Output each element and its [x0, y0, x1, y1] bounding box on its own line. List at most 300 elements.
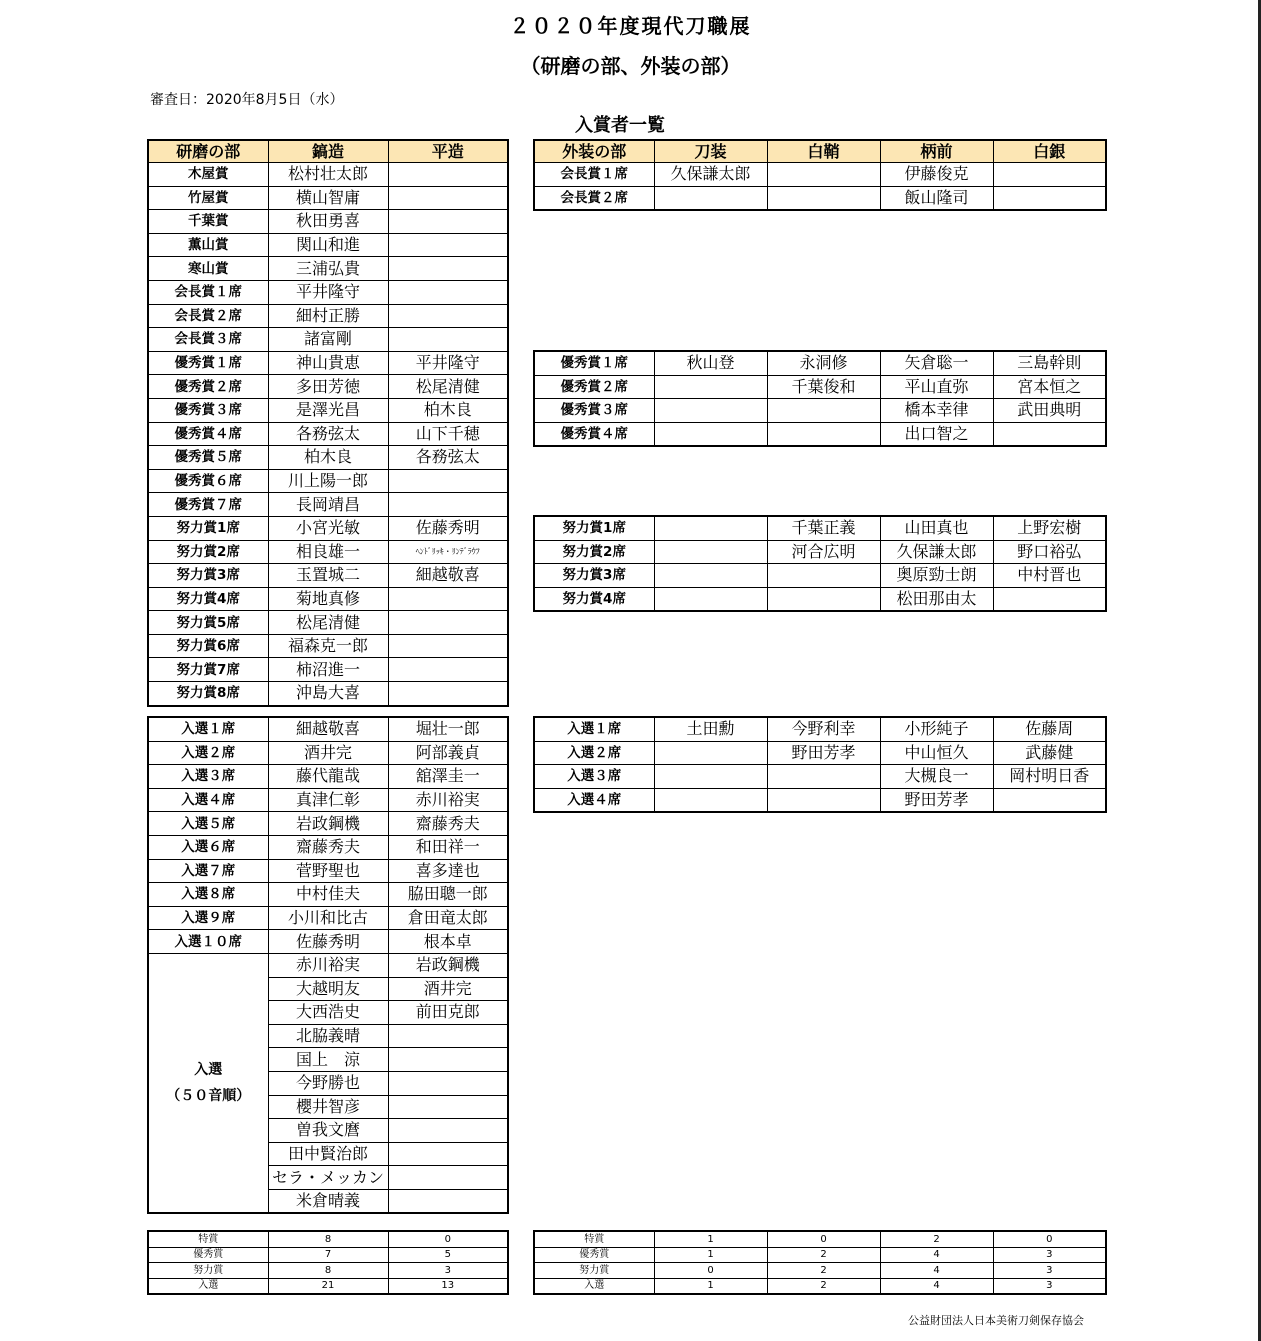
kenma-awards-table [147, 139, 509, 707]
name-cell: 秋田勇喜 [268, 210, 388, 234]
name-cell: 奥原勁士朗 [880, 564, 993, 588]
summary-label: 特賞 [148, 1231, 268, 1247]
summary-count: 21 [268, 1278, 388, 1294]
name-cell [388, 1166, 508, 1190]
table-row [148, 375, 508, 399]
name-cell: 川上陽一郎 [268, 469, 388, 493]
name-cell: 伊藤俊克 [880, 163, 993, 187]
name-cell: 多田芳徳 [268, 375, 388, 399]
name-cell: 今野勝也 [268, 1071, 388, 1095]
name-cell [388, 233, 508, 257]
name-cell: 永洞修 [767, 351, 880, 375]
summary-label: 特賞 [534, 1231, 654, 1247]
name-cell: ﾍﾝﾄﾞﾘｯｷ・ﾘﾝﾃﾞﾗｳﾌ [388, 540, 508, 564]
table-row [148, 717, 508, 741]
award-label: 優秀賞２席 [534, 375, 654, 399]
name-cell: 細越敬喜 [388, 564, 508, 588]
summary-count: 8 [268, 1231, 388, 1247]
winners-list-title: 入賞者一覧 [575, 115, 665, 136]
name-cell [767, 587, 880, 611]
name-cell: 山下千穂 [388, 422, 508, 446]
summary-label: 優秀賞 [534, 1247, 654, 1263]
table-row [534, 765, 1106, 789]
name-cell: 武田典明 [993, 399, 1106, 423]
table-row [148, 611, 508, 635]
summary-count: 2 [767, 1278, 880, 1294]
name-cell [388, 163, 508, 187]
name-cell [388, 186, 508, 210]
award-label: 入選３席 [534, 765, 654, 789]
table-row [148, 741, 508, 765]
award-label: 入選４席 [534, 788, 654, 812]
table-row [534, 163, 1106, 187]
summary-row [148, 1263, 508, 1279]
name-cell: 上野宏樹 [993, 516, 1106, 540]
name-cell: 橋本幸律 [880, 399, 993, 423]
table-row [148, 812, 508, 836]
name-cell: 河合広明 [767, 540, 880, 564]
gaiso-nyusen-table [533, 716, 1107, 813]
column-header: 外装の部 [534, 140, 654, 163]
name-cell [993, 163, 1106, 187]
award-label: 優秀賞６席 [148, 469, 268, 493]
table-row [534, 717, 1106, 741]
table-row [148, 765, 508, 789]
award-label: 入選３席 [148, 765, 268, 789]
summary-row [534, 1263, 1106, 1279]
name-cell: 菅野聖也 [268, 859, 388, 883]
name-cell: 大槻良一 [880, 765, 993, 789]
summary-row [148, 1231, 508, 1247]
award-label: 優秀賞１席 [534, 351, 654, 375]
name-cell: 阿部義貞 [388, 741, 508, 765]
nyusen-group-title: 入選 [194, 1062, 223, 1079]
name-cell: 中山恒久 [880, 741, 993, 765]
name-cell: 各務弦太 [388, 446, 508, 470]
name-cell [654, 422, 767, 446]
name-cell: 酒井完 [268, 741, 388, 765]
name-cell: 岡村明日香 [993, 765, 1106, 789]
award-label: 入選２席 [148, 741, 268, 765]
name-cell: 北脇義晴 [268, 1024, 388, 1048]
name-cell: 赤川裕実 [388, 788, 508, 812]
table-row [534, 741, 1106, 765]
summary-count: 4 [880, 1263, 993, 1279]
summary-count: 1 [654, 1247, 767, 1263]
table-row [148, 634, 508, 658]
summary-row [534, 1247, 1106, 1263]
table-row [534, 516, 1106, 540]
award-label: 努力賞2席 [148, 540, 268, 564]
award-label: 会長賞２席 [534, 186, 654, 210]
name-cell: 柿沼進一 [268, 658, 388, 682]
name-cell: 中村晋也 [993, 564, 1106, 588]
nyusen-group-note: （５０音順） [166, 1088, 251, 1105]
table-row [148, 304, 508, 328]
table-row [148, 516, 508, 540]
award-label: 努力賞1席 [148, 516, 268, 540]
award-label: 入選１席 [148, 717, 268, 741]
name-cell: 齋藤秀夫 [268, 835, 388, 859]
summary-count: 4 [880, 1278, 993, 1294]
award-label: 会長賞２席 [148, 304, 268, 328]
table-row [148, 658, 508, 682]
award-label: 入選５席 [148, 812, 268, 836]
name-cell: 相良雄一 [268, 540, 388, 564]
table-row [148, 233, 508, 257]
summary-row [148, 1278, 508, 1294]
name-cell: 宮本恒之 [993, 375, 1106, 399]
award-label: 入選４席 [148, 788, 268, 812]
table-row [534, 186, 1106, 210]
summary-count: 2 [767, 1263, 880, 1279]
name-cell: 長岡靖昌 [268, 493, 388, 517]
table-row [534, 587, 1106, 611]
summary-count: 1 [654, 1278, 767, 1294]
name-cell: 松村壮太郎 [268, 163, 388, 187]
award-label: 優秀賞１席 [148, 351, 268, 375]
column-header: 研磨の部 [148, 140, 268, 163]
column-header: 平造 [388, 140, 508, 163]
name-cell [654, 587, 767, 611]
table-row [148, 422, 508, 446]
summary-row [534, 1278, 1106, 1294]
summary-count: 2 [767, 1247, 880, 1263]
name-cell: 和田祥一 [388, 835, 508, 859]
name-cell: 今野利幸 [767, 717, 880, 741]
award-label: 入選８席 [148, 883, 268, 907]
name-cell: 岩政鋼機 [388, 953, 508, 977]
award-label: 優秀賞２席 [148, 375, 268, 399]
summary-count: 8 [268, 1263, 388, 1279]
name-cell [388, 210, 508, 234]
table-row [148, 540, 508, 564]
name-cell [388, 1119, 508, 1143]
name-cell [388, 1048, 508, 1072]
name-cell [767, 788, 880, 812]
gaiso-yushu-table [533, 350, 1107, 447]
table-row [148, 682, 508, 706]
name-cell [654, 186, 767, 210]
summary-count: 3 [388, 1263, 508, 1279]
name-cell: 矢倉聡一 [880, 351, 993, 375]
page-subtitle: （研磨の部、外装の部） [520, 54, 741, 78]
award-label: 会長賞３席 [148, 328, 268, 352]
name-cell: 国上 涼 [268, 1048, 388, 1072]
table-row [148, 587, 508, 611]
name-cell: 玉置城二 [268, 564, 388, 588]
summary-label: 入選 [534, 1278, 654, 1294]
table-row [148, 859, 508, 883]
name-cell [654, 375, 767, 399]
name-cell [993, 422, 1106, 446]
name-cell: 田中賢治郎 [268, 1142, 388, 1166]
name-cell [767, 163, 880, 187]
award-label: 努力賞4席 [148, 587, 268, 611]
name-cell [767, 186, 880, 210]
name-cell: 横山智庸 [268, 186, 388, 210]
award-label: 入選２席 [534, 741, 654, 765]
name-cell: 久保謙太郎 [654, 163, 767, 187]
name-cell: 秋山登 [654, 351, 767, 375]
nyusen-group-label [148, 953, 268, 1213]
table-row [534, 788, 1106, 812]
name-cell: 細村正勝 [268, 304, 388, 328]
name-cell: 佐藤周 [993, 717, 1106, 741]
summary-label: 努力賞 [534, 1263, 654, 1279]
award-label: 入選７席 [148, 859, 268, 883]
name-cell [388, 1071, 508, 1095]
summary-count: 2 [880, 1231, 993, 1247]
name-cell [993, 186, 1106, 210]
name-cell [388, 634, 508, 658]
name-cell: 松尾清健 [388, 375, 508, 399]
name-cell: 小宮光敏 [268, 516, 388, 540]
summary-count: 13 [388, 1278, 508, 1294]
award-label: 努力賞7席 [148, 658, 268, 682]
table-row [148, 210, 508, 234]
name-cell [388, 1095, 508, 1119]
name-cell: 佐藤秀明 [388, 516, 508, 540]
name-cell [654, 540, 767, 564]
column-header: 白銀 [993, 140, 1106, 163]
name-cell: 櫻井智彦 [268, 1095, 388, 1119]
summary-label: 優秀賞 [148, 1247, 268, 1263]
header-row [148, 140, 508, 163]
summary-count: 3 [993, 1278, 1106, 1294]
table-row [148, 835, 508, 859]
name-cell: 諸富剛 [268, 328, 388, 352]
name-cell: 飯山隆司 [880, 186, 993, 210]
award-label: 努力賞4席 [534, 587, 654, 611]
column-header: 鎬造 [268, 140, 388, 163]
name-cell: 脇田聰一郎 [388, 883, 508, 907]
name-cell: 久保謙太郎 [880, 540, 993, 564]
award-label: 努力賞2席 [534, 540, 654, 564]
name-cell [388, 328, 508, 352]
award-label: 薫山賞 [148, 233, 268, 257]
summary-count: 5 [388, 1247, 508, 1263]
name-cell: 米倉晴義 [268, 1189, 388, 1213]
name-cell: 松田那由太 [880, 587, 993, 611]
table-row [148, 493, 508, 517]
column-header: 白鞘 [767, 140, 880, 163]
award-label: 努力賞1席 [534, 516, 654, 540]
name-cell: 出口智之 [880, 422, 993, 446]
name-cell [654, 741, 767, 765]
name-cell: 是澤光昌 [268, 398, 388, 422]
summary-row [148, 1247, 508, 1263]
table-row [534, 375, 1106, 399]
name-cell: 平井隆守 [388, 351, 508, 375]
name-cell: 神山貴恵 [268, 351, 388, 375]
award-label: 優秀賞７席 [148, 493, 268, 517]
gaiso-kaicho-table [533, 139, 1107, 211]
summary-count: 0 [767, 1231, 880, 1247]
name-cell: 舘澤圭一 [388, 765, 508, 789]
table-row [148, 351, 508, 375]
award-label: 木屋賞 [148, 163, 268, 187]
header-row [534, 140, 1106, 163]
summary-count: 1 [654, 1231, 767, 1247]
summary-label: 努力賞 [148, 1263, 268, 1279]
table-row [534, 540, 1106, 564]
award-label: 会長賞１席 [148, 280, 268, 304]
name-cell: 根本卓 [388, 930, 508, 954]
name-cell: 三島幹則 [993, 351, 1106, 375]
name-cell: 沖島大喜 [268, 682, 388, 706]
table-row [148, 564, 508, 588]
kenma-summary-table [147, 1230, 509, 1295]
name-cell: 藤代龍哉 [268, 765, 388, 789]
name-cell: 野田芳孝 [767, 741, 880, 765]
name-cell [388, 587, 508, 611]
name-cell: 赤川裕実 [268, 953, 388, 977]
name-cell: 三浦弘貴 [268, 257, 388, 281]
name-cell [388, 493, 508, 517]
page-title: ２０２０年度現代刀職展 [509, 14, 752, 38]
summary-label: 入選 [148, 1278, 268, 1294]
name-cell [388, 1189, 508, 1213]
name-cell [993, 587, 1106, 611]
award-label: 努力賞5席 [148, 611, 268, 635]
name-cell [767, 765, 880, 789]
column-header: 柄前 [880, 140, 993, 163]
name-cell [388, 1024, 508, 1048]
summary-count: 3 [993, 1263, 1106, 1279]
table-row [148, 906, 508, 930]
name-cell [388, 1142, 508, 1166]
award-label: 千葉賞 [148, 210, 268, 234]
award-label: 入選９席 [148, 906, 268, 930]
name-cell: 齋藤秀夫 [388, 812, 508, 836]
summary-count: 0 [654, 1263, 767, 1279]
table-row [148, 883, 508, 907]
award-label: 入選１席 [534, 717, 654, 741]
gaiso-doryoku-table [533, 515, 1107, 612]
name-cell: 菊地真修 [268, 587, 388, 611]
name-cell: 酒井完 [388, 977, 508, 1001]
award-label: 優秀賞３席 [148, 398, 268, 422]
name-cell: 千葉正義 [767, 516, 880, 540]
award-label: 竹屋賞 [148, 186, 268, 210]
award-label: 会長賞１席 [534, 163, 654, 187]
award-label: 寒山賞 [148, 257, 268, 281]
award-label: 努力賞3席 [148, 564, 268, 588]
award-label: 入選１０席 [148, 930, 268, 954]
award-label: 優秀賞４席 [534, 422, 654, 446]
name-cell: 真津仁彰 [268, 788, 388, 812]
name-cell [388, 469, 508, 493]
award-label: 優秀賞５席 [148, 446, 268, 470]
table-row [148, 930, 508, 954]
name-cell [654, 564, 767, 588]
table-row [148, 446, 508, 470]
name-cell: 関山和進 [268, 233, 388, 257]
name-cell: 大越明友 [268, 977, 388, 1001]
name-cell: 福森克一郎 [268, 634, 388, 658]
table-row [534, 399, 1106, 423]
name-cell: 山田真也 [880, 516, 993, 540]
name-cell [993, 788, 1106, 812]
name-cell: 野田芳孝 [880, 788, 993, 812]
name-cell [767, 422, 880, 446]
summary-count: 0 [388, 1231, 508, 1247]
award-label: 努力賞6席 [148, 634, 268, 658]
name-cell: 平井隆守 [268, 280, 388, 304]
table-row [148, 788, 508, 812]
award-label: 努力賞3席 [534, 564, 654, 588]
name-cell [654, 516, 767, 540]
name-cell: 各務弦太 [268, 422, 388, 446]
name-cell [767, 564, 880, 588]
name-cell: 小形純子 [880, 717, 993, 741]
table-row [148, 953, 508, 977]
table-row [148, 398, 508, 422]
review-date: 審査日：2020年8月5日（水） [150, 92, 344, 108]
name-cell [388, 257, 508, 281]
name-cell [388, 682, 508, 706]
table-row [148, 328, 508, 352]
table-row [148, 280, 508, 304]
name-cell: 小川和比古 [268, 906, 388, 930]
summary-count: 0 [993, 1231, 1106, 1247]
award-label: 優秀賞３席 [534, 399, 654, 423]
name-cell: セラ・メッカン [268, 1166, 388, 1190]
name-cell: 細越敬喜 [268, 717, 388, 741]
name-cell: 柏木良 [268, 446, 388, 470]
name-cell: 千葉俊和 [767, 375, 880, 399]
kenma-nyusen-table [147, 716, 509, 1214]
summary-count: 3 [993, 1247, 1106, 1263]
name-cell [654, 788, 767, 812]
summary-count: 4 [880, 1247, 993, 1263]
name-cell: 松尾清健 [268, 611, 388, 635]
name-cell [654, 399, 767, 423]
name-cell [388, 658, 508, 682]
name-cell: 中村佳夫 [268, 883, 388, 907]
name-cell: 平山直弥 [880, 375, 993, 399]
award-label: 入選６席 [148, 835, 268, 859]
summary-count: 7 [268, 1247, 388, 1263]
name-cell [388, 280, 508, 304]
award-label: 努力賞8席 [148, 682, 268, 706]
table-row [534, 564, 1106, 588]
name-cell: 堀壮一郎 [388, 717, 508, 741]
table-row [148, 186, 508, 210]
name-cell: 柏木良 [388, 398, 508, 422]
name-cell [654, 765, 767, 789]
name-cell: 倉田竜太郎 [388, 906, 508, 930]
name-cell: 曽我文麿 [268, 1119, 388, 1143]
name-cell: 野口裕弘 [993, 540, 1106, 564]
name-cell: 土田勳 [654, 717, 767, 741]
name-cell [388, 304, 508, 328]
name-cell: 佐藤秀明 [268, 930, 388, 954]
column-header: 刀装 [654, 140, 767, 163]
summary-row [534, 1231, 1106, 1247]
name-cell: 大西浩史 [268, 1001, 388, 1025]
table-row [534, 351, 1106, 375]
name-cell: 武藤健 [993, 741, 1106, 765]
award-label: 優秀賞４席 [148, 422, 268, 446]
gaiso-summary-table [533, 1230, 1107, 1295]
name-cell [388, 611, 508, 635]
name-cell: 岩政鋼機 [268, 812, 388, 836]
name-cell [767, 399, 880, 423]
table-row [148, 257, 508, 281]
organization-footer: 公益財団法人日本美術刀剣保存協会 [908, 1314, 1084, 1327]
